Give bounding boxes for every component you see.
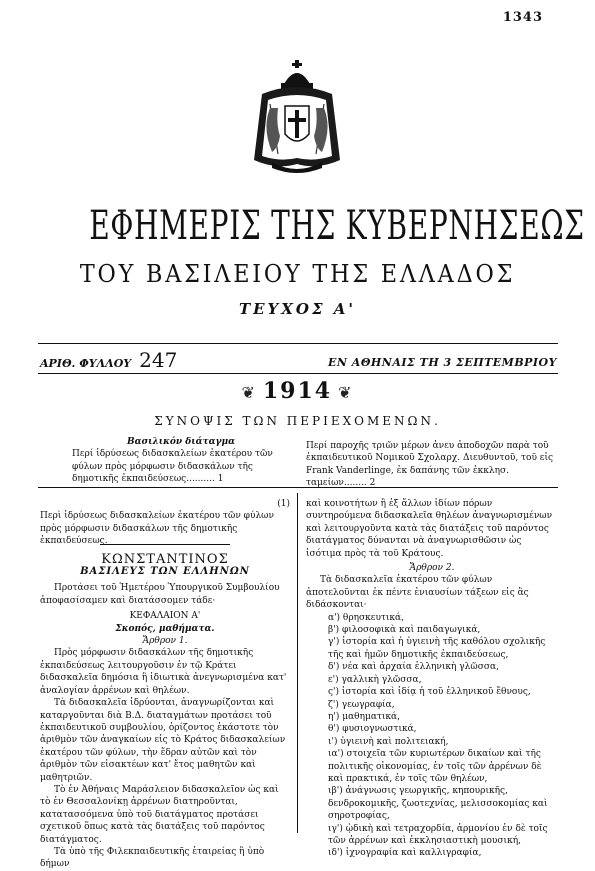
- list-item: ιγ') ᾠδικὴ καὶ τετραχορδία, ἁρμονίου ἐν δὲ τοῖς τῶν ἀρρένων καὶ ἐκκλησιαστικὴ μουσική,: [328, 823, 548, 846]
- list-item: ιβ') ἀνάγνωσις γεωργικῆς, κηπουρικῆς, δενδροκομικῆς, ζωοτεχνίας, μελισσοκομίας καὶ σηροτροφίας,: [328, 786, 548, 822]
- list-item: ια') στοιχεῖα τῶν κυριωτέρων δικαίων καὶ τῆς πολιτικῆς οἰκονομίας, ἐν τοῖς τῶν ἀρρένων δὲ καὶ πρακτικά, ἐν τοῖς τῶν θηλέων,: [328, 749, 542, 784]
- contents-left: [72, 436, 290, 486]
- king-title: ΒΑΣΙΛΕΥΣ ΤΩΝ ΕΛΛΗΝΩΝ: [80, 566, 250, 578]
- decree-intro: Περὶ ἱδρύσεως διδασκαλείων ἑκατέρου τῶν φύλων πρὸς μόρφωσιν διδασκάλων τῆς δημοτικῆς ἐκπαιδεύσεως.: [40, 511, 274, 547]
- column-divider: [297, 493, 298, 833]
- list-item: γ') ἱστορία καὶ ἡ ὑγιεινὴ τῆς καθόλου σχολικῆς τῆς καὶ ἡμῶν δημοτικῆς ἐκπαιδεύσεως,: [328, 637, 546, 660]
- issue-year-line: [0, 378, 595, 404]
- sheet-label: ΑΡΙΘ. ΦΥΛΛΟΥ: [40, 357, 132, 370]
- gazette-volume: ΤΕΥΧΟΣ Α': [238, 300, 357, 318]
- list-item: ζ') γεωγραφία,: [328, 699, 395, 710]
- left-column: [40, 498, 290, 871]
- subjects-list: [306, 612, 558, 860]
- list-item: ιδ') ἰχνογραφία καὶ καλλιγραφία,: [328, 848, 482, 859]
- contents-rule: [38, 487, 558, 488]
- issue-year: 1914: [262, 378, 333, 404]
- contents-heading: ΣΥΝΟΨΙΣ ΤΩΝ ΠΕΡΙΕΧΟΜΕΝΩΝ.: [154, 414, 441, 428]
- paragraph: Τὰ ὑπὸ τῆς Φιλεκπαιδευτικῆς ἑταιρείας ἢ ὑπὸ δήμων: [40, 846, 265, 870]
- list-item: δ') νέα καὶ ἀρχαία ἑλληνικὴ γλῶσσα,: [328, 662, 499, 673]
- contents-left-entry: Περί ἱδρύσεως διδασκαλείων ἑκατέρου τῶν φύλων πρὸς μόρφωσιν διδασκάλων τῆς δημοτικῆς ἐκπαιδεύσεως.......... 1: [72, 449, 273, 485]
- list-item: θ') φυσιογνωστικά,: [328, 724, 417, 735]
- proposal-text: Προτάσει τοῦ Ἡμετέρου Ὑπουργικοῦ Συμβουλίου ἀποφασίσαμεν καὶ διατάσσομεν τάδε·: [40, 583, 280, 606]
- royal-coat-of-arms-icon: [248, 60, 346, 178]
- subjects-intro: Τὰ διδασκαλεῖα ἑκατέρου τῶν φύλων ἀποτελοῦνται ἐκ πέντε ἐνιαυσίων τάξεων εἰς ἃς διδάσκονται·: [306, 575, 529, 611]
- sheet-number: 247: [139, 348, 178, 372]
- paragraph: Τὸ ἐν Ἀθήναις Μαράσλειον διδασκαλεῖον ὡς καὶ τὸ ἐν Θεσσαλονίκῃ ἀρρένων διατηροῦνται, κατατασσόμενα ὑπὸ τοῦ διατάγματος προτάσει σχετικοῦ ὅπως κατὰ τὰς διατάξεις τοῦ παρόντος διατάγματος.: [40, 784, 279, 845]
- paragraph: Πρὸς μόρφωσιν διδασκάλων τῆς δημοτικῆς ἐκπαιδεύσεως λειτουργοῦσιν ἐν τῷ Κράτει διδασκαλεῖα δημόσια ἢ ἰδιωτικὰ ἀνεγνωρισμένα κατ' ἀναλογίαν ἀρρένων καὶ θηλέων.: [40, 648, 287, 696]
- middle-rule: [38, 373, 558, 374]
- list-item: η') μαθηματικά,: [328, 711, 400, 722]
- chapter-title: Σκοπός, μαθήματα.: [115, 623, 215, 634]
- gazette-title: ΕΦΗΜΕΡΙΣ ΤΗΣ ΚΥΒΕΡΝΗΣΕΩΣ: [89, 203, 585, 249]
- issue-sheet: [40, 348, 177, 372]
- continuation-paragraph: καὶ κοινοτήτων ἢ ἐξ ἄλλων ἰδίων πόρων συντηρούμενα διδασκαλεῖα θηλέων ἀναγνωρισμένων καὶ λειτουργοῦντα κατὰ τὰς διατάξεις τοῦ παρόντος διατάγματος δύνανται νὰ ἀναγνωρισθῶσιν ὡς ἰσότιμα πρὸς τὰ τοῦ Κράτους.: [306, 499, 553, 559]
- contents-left-heading: Βασιλικόν διάταγμα: [126, 437, 236, 447]
- right-column: [306, 498, 558, 860]
- ornament-right-icon: ❦: [338, 383, 354, 402]
- intro-rule: [100, 544, 230, 545]
- ornament-left-icon: ❦: [241, 383, 257, 402]
- gazette-subtitle: ΤΟΥ ΒΑΣΙΛΕΙΟΥ ΤΗΣ ΕΛΛΑΔΟΣ: [79, 260, 516, 288]
- list-item: β') φιλοσοφικὰ καὶ παιδαγωγικά,: [328, 625, 481, 636]
- contents-right-entry: Περί παροχῆς τριῶν μέρων ἀνευ ἀποδοχῶν παρὰ τοῦ ἐκπαιδευτικοῦ Νομικοῦ Σχολαρχ. Διευθυντοῦ, τοῦ εἰς Frank Vanderlinge, ἐκ δαπάνης τῶν ἐκκλησ. ταμείων........ 2: [306, 441, 554, 489]
- document-marker: (1): [277, 499, 290, 509]
- king-name: ΚΩΝΣΤΑΝΤΙΝΟΣ: [101, 551, 229, 567]
- article-2-heading: Ἄρθρον 2.: [409, 563, 455, 574]
- page-number: 1343: [502, 10, 543, 25]
- top-rule: [38, 343, 558, 344]
- list-item: ι') ὑγιεινὴ καὶ πολιτειακή,: [328, 736, 449, 747]
- list-item: α') θρησκευτικά,: [328, 612, 404, 623]
- list-item: ε') γαλλικὴ γλῶσσα,: [328, 674, 422, 685]
- issue-place-date: ΕΝ ΑΘΗΝΑΙΣ ΤΗ 3 ΣΕΠΤΕΜΒΡΙΟΥ: [328, 356, 557, 369]
- contents-right: [306, 440, 558, 490]
- chapter-heading: ΚΕΦΑΛΑΙΟΝ Α': [129, 611, 201, 622]
- article-1-heading: Ἄρθρον 1.: [142, 636, 188, 647]
- paragraph: Τὰ διδασκαλεῖα ἱδρύονται, ἀναγνωρίζονται καὶ καταργοῦνται διὰ Β.Δ. διαταγμάτων προτάσει τοῦ ἐκπαιδευτικοῦ συμβουλίου, ὁρίζοντος ἑκάστοτε τὸν ἀριθμὸν τῶν ἀναγκαίων εἰς τὸ Κράτος διδασκαλείων ἑκατέρου τῶν φύλων, τὴν ἕδραν αὐτῶν καὶ τὸν ἀριθμὸν τῶν εἰσακτέων κατ' ἔτος μαθητῶν καὶ μαθητριῶν.: [40, 698, 286, 783]
- list-item: ς') ἱστορία καὶ ἰδίᾳ ἡ τοῦ ἑλληνικοῦ ἔθνους,: [328, 687, 531, 698]
